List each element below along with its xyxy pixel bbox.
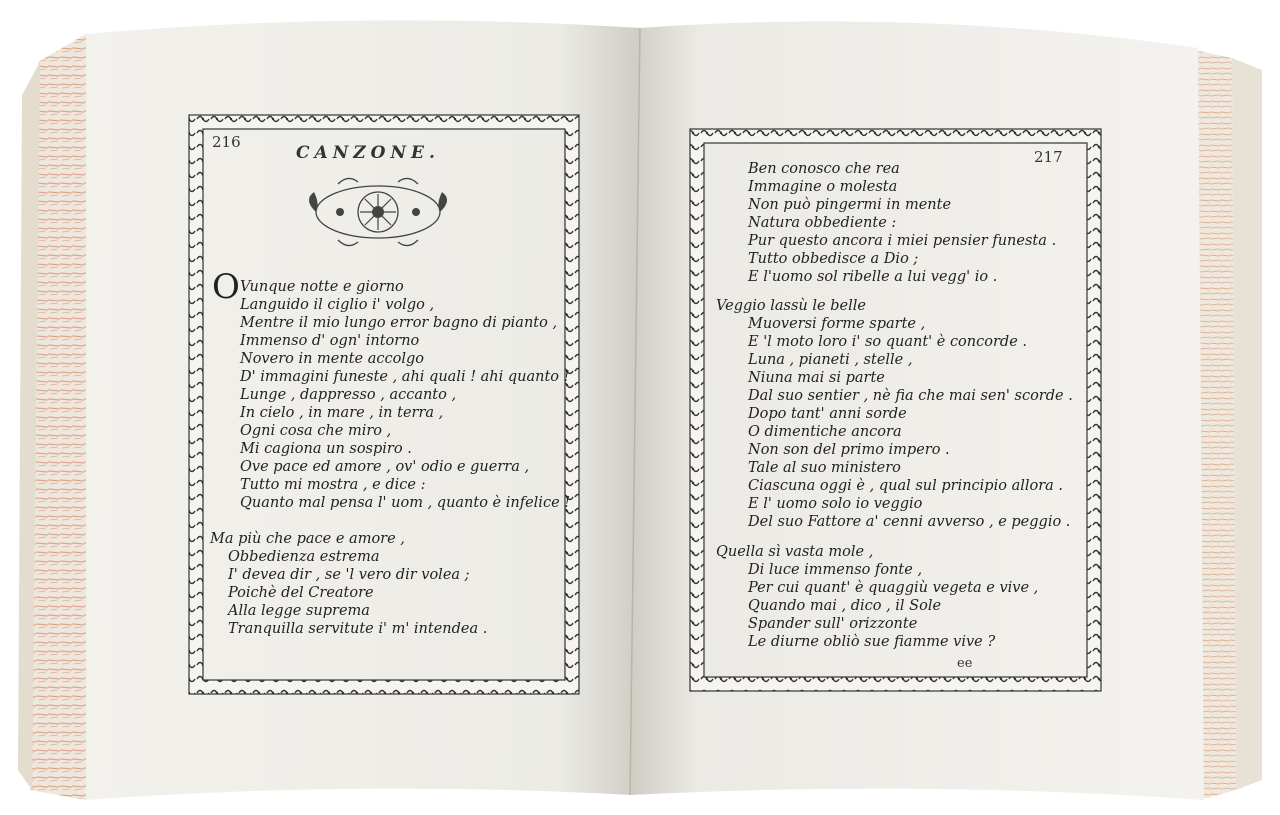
left-stanza-2 <box>210 530 487 638</box>
verse-line: Languido il ciglio i' volgo , <box>240 297 435 313</box>
verse-line: Vunque notte e giorno <box>240 279 404 295</box>
right-page-number: 217 <box>1034 148 1063 166</box>
page-title: CANZONE. <box>296 143 440 163</box>
signature-mark: ee <box>957 656 973 671</box>
verse-line: Ma più che pace e amore , <box>210 531 405 547</box>
verse-line: Ciascuna oggi è , qual sul principio allora . <box>748 478 1064 494</box>
verse-line: Poichè del Creatore <box>228 585 374 601</box>
verse-line: D' immagini funeste , ahi quali ! ahi quanto ! <box>240 369 570 385</box>
verse-line: Immagine o molesta <box>748 179 898 195</box>
verse-line: Ben conosco che rea <box>748 161 900 177</box>
verse-line: Immenso d' ogn' intorno <box>240 333 420 349</box>
right-stanza-1 <box>748 160 1056 286</box>
verse-line: Del suo Fattore a' cenni avverso , e peggio . <box>748 514 1071 530</box>
verse-line: Le diurne obliò sue fiamme vive ? <box>748 634 996 650</box>
left-page-number: 216 <box>212 133 241 151</box>
verse-line: E 'l moto loro i' so quant' è concorde . <box>748 334 1027 350</box>
right-stanza-2 <box>716 297 1073 531</box>
verse-line: Niuna mai si parte <box>748 370 885 386</box>
verse-line: E l' uomo solo io veggio <box>748 496 923 512</box>
verse-line: Natura obbediente : <box>748 215 897 231</box>
verse-line: Di luce immenso fonte , <box>748 562 923 578</box>
verse-line: Luna , pianeti , stelle , <box>748 352 913 368</box>
verse-line: Tranquilla servitute i' m' intendea . <box>228 621 488 637</box>
verse-line: Alla legge suprema <box>228 603 370 619</box>
verse-line: Non son del primo impero . <box>748 442 950 458</box>
verse-line: Per cui quant' è quaggiù vegeta e vive , <box>748 580 1039 596</box>
verse-line: Non può pingermi in mente <box>748 197 952 213</box>
verse-line: Mi cagiona un sospiro . <box>240 441 412 457</box>
left-stanza-1 <box>240 278 570 512</box>
verse-line: Tale al suo ministero <box>748 460 901 476</box>
verse-line: O dimentiche ancora <box>748 424 902 440</box>
verse-line: Quella sì vasta mole , <box>716 544 874 560</box>
verse-line: Ogni cosa che miro , <box>240 423 392 439</box>
drop-cap: O <box>212 267 240 307</box>
verse-line: Quando mai , dico , il Sole <box>748 598 942 614</box>
verse-line: Tutto obbedisce a Dio ; <box>748 251 919 267</box>
verse-line: Pur questo ancora i miei pensier funesta . <box>748 233 1057 249</box>
verse-line: Novero in mente accolgo <box>240 351 424 367</box>
verse-line: Veggio lassù le belle <box>716 298 866 314</box>
verse-line: Ove pace ed amore , ov' odio e guerra , <box>240 459 530 475</box>
verse-line: Quanto mal pensa l' uom , quanto è infelice ! <box>240 495 571 511</box>
verse-line: Dal suo sentier , nè fia che mai sen' scorde . <box>748 388 1073 404</box>
verse-line: Tutto mi mostra , e dice : <box>240 477 426 493</box>
verse-line: Muoversi forme sparte , <box>748 316 926 332</box>
verse-line: E l'uomo sol ribelle a lui vegg' io . <box>748 269 998 285</box>
verse-line: Lunge , dappresso , accanto , <box>240 387 457 403</box>
right-stanza-3 <box>716 543 1038 651</box>
verse-line: I' devea dir , se 'l vero dir volea ; <box>228 567 470 583</box>
verse-line: Spander sull' orizzonte <box>748 616 918 632</box>
verse-line: Mentre il mio lungo error bagno di pianto , <box>240 315 558 331</box>
verse-line: Obbedienza estrema <box>228 549 380 565</box>
verse-line: In cielo , in mare , in terra , <box>240 405 444 421</box>
verse-line: Dopo tant' anni sorde <box>748 406 907 422</box>
